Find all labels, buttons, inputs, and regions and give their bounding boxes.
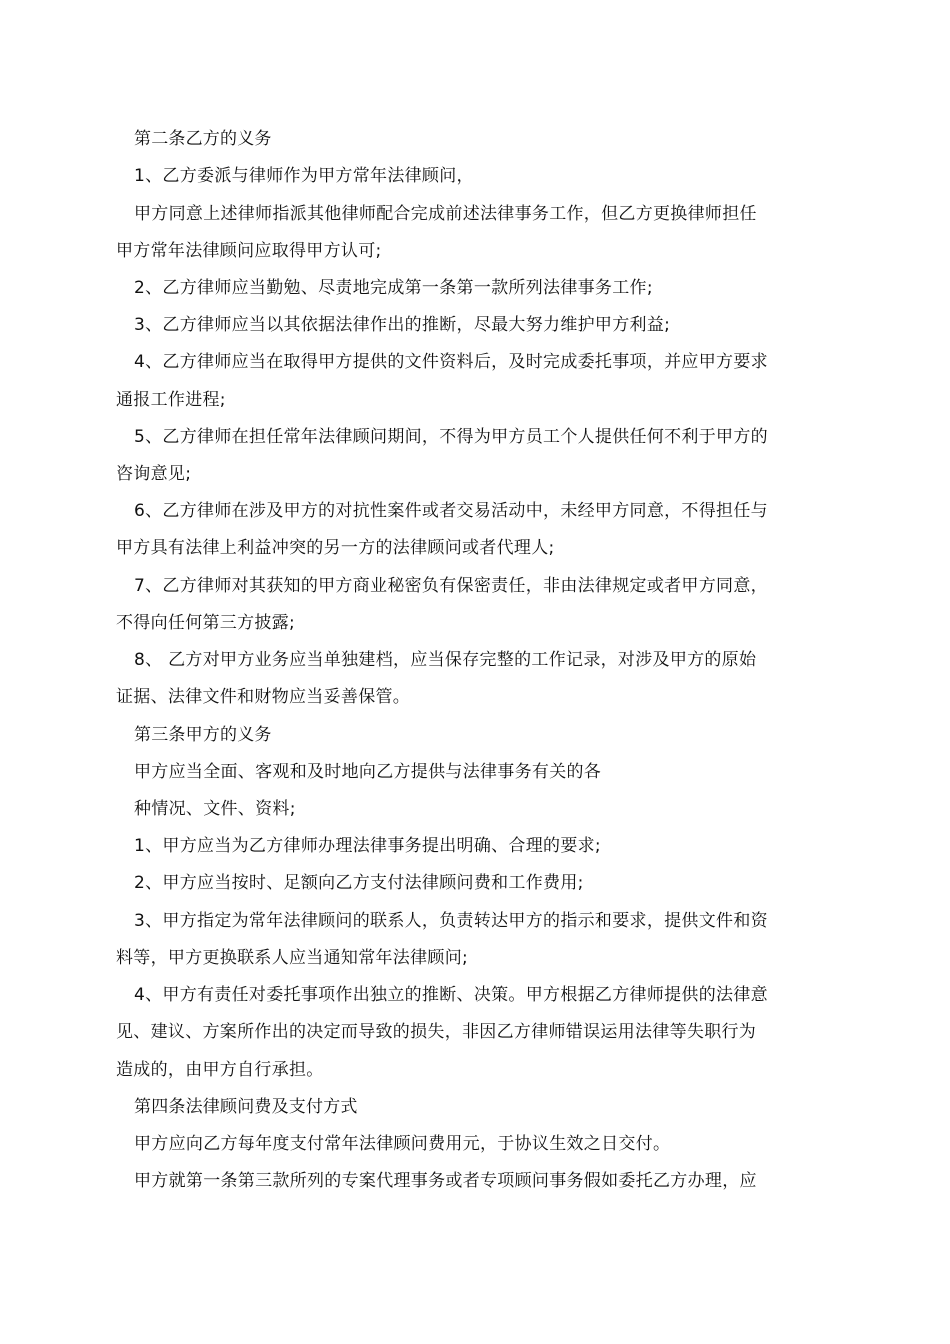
paragraph-line: 甲方应当全面、客观和及时地向乙方提供与法律事务有关的各: [134, 762, 602, 782]
paragraph-line: 甲方具有法律上利益冲突的另一方的法律顾问或者代理人;: [116, 538, 555, 558]
paragraph-line: 甲方应向乙方每年度支付常年法律顾问费用元，于协议生效之日交付。: [134, 1134, 671, 1154]
paragraph-line: 2、甲方应当按时、足额向乙方支付法律顾问费和工作费用;: [134, 873, 584, 893]
paragraph-line: 1、乙方委派与律师作为甲方常年法律顾问，: [134, 166, 474, 186]
paragraph-line: 5、乙方律师在担任常年法律顾问期间，不得为甲方员工个人提供任何不利于甲方的: [134, 427, 768, 447]
paragraph-line: 8、 乙方对甲方业务应当单独建档，应当保存完整的工作记录，对涉及甲方的原始: [134, 650, 757, 670]
article-4-heading: 第四条法律顾问费及支付方式: [134, 1097, 358, 1117]
paragraph-line: 甲方就第一条第三款所列的专案代理事务或者专项顾问事务假如委托乙方办理，应: [134, 1171, 757, 1191]
paragraph-line: 见、建议、方案所作出的决定而导致的损失，非因乙方律师错误运用法律等失职行为: [116, 1022, 757, 1042]
article-2-heading: 第二条乙方的义务: [134, 129, 272, 149]
paragraph-line: 通报工作进程;: [116, 390, 226, 410]
paragraph-line: 咨询意见;: [116, 464, 192, 484]
paragraph-line: 甲方常年法律顾问应取得甲方认可;: [116, 241, 382, 261]
paragraph-line: 不得向任何第三方披露;: [116, 613, 296, 633]
paragraph-line: 4、乙方律师应当在取得甲方提供的文件资料后，及时完成委托事项，并应甲方要求: [134, 352, 768, 372]
paragraph-line: 证据、法律文件和财物应当妥善保管。: [116, 687, 411, 707]
article-3-heading: 第三条甲方的义务: [134, 725, 272, 745]
paragraph-line: 6、乙方律师在涉及甲方的对抗性案件或者交易活动中，未经甲方同意，不得担任与: [134, 501, 768, 521]
paragraph-line: 4、甲方有责任对委托事项作出独立的推断、决策。甲方根据乙方律师提供的法律意: [134, 985, 768, 1005]
paragraph-line: 3、甲方指定为常年法律顾问的联系人，负责转达甲方的指示和要求，提供文件和资: [134, 911, 768, 931]
paragraph-line: 种情况、文件、资料;: [134, 799, 296, 819]
paragraph-line: 造成的，由甲方自行承担。: [116, 1060, 324, 1080]
paragraph-line: 2、乙方律师应当勤勉、尽责地完成第一条第一款所列法律事务工作;: [134, 278, 653, 298]
paragraph-line: 甲方同意上述律师指派其他律师配合完成前述法律事务工作，但乙方更换律师担任: [134, 204, 757, 224]
paragraph-line: 7、乙方律师对其获知的甲方商业秘密负有保密责任，非由法律规定或者甲方同意，: [134, 576, 768, 596]
paragraph-line: 1、甲方应当为乙方律师办理法律事务提出明确、合理的要求;: [134, 836, 601, 856]
paragraph-line: 料等，甲方更换联系人应当通知常年法律顾问;: [116, 948, 469, 968]
paragraph-line: 3、乙方律师应当以其依据法律作出的推断，尽最大努力维护甲方利益;: [134, 315, 671, 335]
